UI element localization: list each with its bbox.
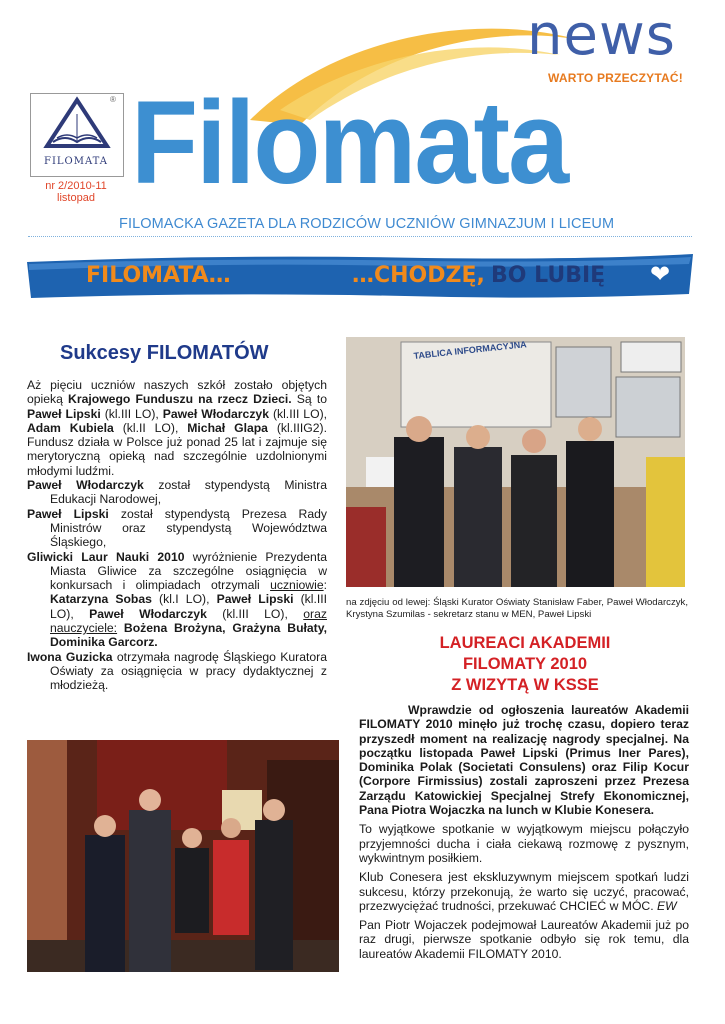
laureates-photo: [27, 740, 339, 972]
news-word: news: [527, 3, 676, 68]
dotted-divider: [28, 236, 692, 237]
section2-title-line: FILOMATY 2010: [462, 655, 588, 673]
banner-text-left: FILOMATA…: [86, 263, 231, 288]
brand-title: Filomata: [131, 77, 568, 209]
author-initials: EW: [657, 898, 677, 913]
section2-paragraph: To wyjątkowe spotkanie w wyjątkowym miejscu połączyło przyjemności ducha i ciała ciekawą rozmowę z pysznym, wykwintnym posiłkiem.: [359, 822, 689, 865]
section2-paragraph: Pan Piotr Wojaczek podejmował Laureatów Akademii już po raz drugi, pierwsze spotkanie odbyło się rok temu, dla laureatów Akademii FILOMATY 2010.: [359, 918, 689, 961]
logo-label: FILOMATA: [44, 156, 108, 167]
section2-title-line: Z WIZYTĄ W KSSE: [451, 676, 599, 694]
section2-paragraph: Klub Conesera jest ekskluzywnym miejscem spotkań ludzi sukcesu, którzy przekonują, że warto się uczyć, pracować, przezwyciężać trudności, przekuwać CHCIEĆ w MÓC. EW: [359, 870, 689, 913]
issue-month: listopad: [57, 192, 95, 204]
section2-lead: Wprawdzie od ogłoszenia laureatów Akademii FILOMATY 2010 minęło już trochę czasu, dopiero teraz przyszedł moment na realizację nagrody specjalnej. Na początku listopada Paweł Lipski (Primus Iner Pares), Dominika Polak (Societati Consulens) oraz Filip Kocur (Corpore Firmissius) zostali zaproszeni przez Prezesa Zarządu Katowickiej Specjalnej Strefy Ekonomicznej, Pana Piotra Wojaczka na lunch w Klubie Konesera.: [359, 703, 689, 818]
section1-title: Sukcesy FILOMATÓW: [60, 342, 269, 364]
photo1-caption: na zdjęciu od lewej: Śląski Kurator Oświaty Stanisław Faber, Paweł Włodarczyk, Krystyna Szumilas - sekretarz stanu w MEN, Paweł Lipski: [346, 597, 688, 620]
issue-number: nr 2/2010-11: [45, 180, 107, 192]
section1-body: [27, 378, 327, 693]
award-item: Iwona Guzicka otrzymała nagrodę Śląskiego Kuratora Oświaty za osiągnięcia w pracy dydaktycznej z młodzieżą.: [27, 649, 327, 693]
heart-icon: ❤: [650, 261, 671, 288]
award-item: Gliwicki Laur Nauki 2010 wyróżnienie Prezydenta Miasta Gliwice za szczególne osiągnięcia w konkursach i olimpiadach otrzymali uczniowie: Katarzyna Sobas (kl.I LO), Paweł Lipski (kl.III LO), Paweł Włodarczyk (kl.III LO), oraz nauczyciele: Bożena Brożyna, Grażyna Bułaty, Dominika Garcorz.: [27, 549, 328, 650]
section1-intro: Aż pięciu uczniów naszych szkół zostało objętych opieką Krajowego Funduszu na rzecz Dzieci. Są to Paweł Lipski (kl.III LO), Paweł Włodarczyk (kl.III LO), Adam Kubiela (kl.II LO), Michał Glapa (kl.IIIG2). Fundusz działa w Polsce już ponad 25 lat i zajmuje się merytoryczną opieką nad szczególnie uzdolnionymi młodymi ludźmi.: [27, 378, 328, 478]
registered-mark: ®: [110, 95, 116, 104]
banner-text-right: BO LUBIĘ: [491, 263, 606, 288]
ministry-photo: [346, 337, 685, 587]
award-item: Paweł Lipski został stypendystą Prezesa Rady Ministrów oraz stypendystą Województwa Śląskiego,: [27, 506, 327, 550]
tagline: FILOMACKA GAZETA DLA RODZICÓW UCZNIÓW GIMNAZJUM I LICEUM: [119, 216, 615, 232]
photo1-sign: TABLICA INFORMACYJNA: [413, 339, 528, 361]
issue-info: [30, 180, 122, 204]
section2-title-line: LAUREACI AKADEMII: [439, 634, 611, 652]
warto-przeczytac-label: WARTO PRZECZYTAĆ!: [548, 71, 683, 85]
section2-title: [360, 633, 690, 696]
award-item: Paweł Włodarczyk został stypendystą Ministra Edukacji Narodowej,: [27, 478, 327, 507]
section2-body: [359, 703, 689, 966]
banner-text-mid: …CHODZĘ,: [352, 263, 485, 288]
